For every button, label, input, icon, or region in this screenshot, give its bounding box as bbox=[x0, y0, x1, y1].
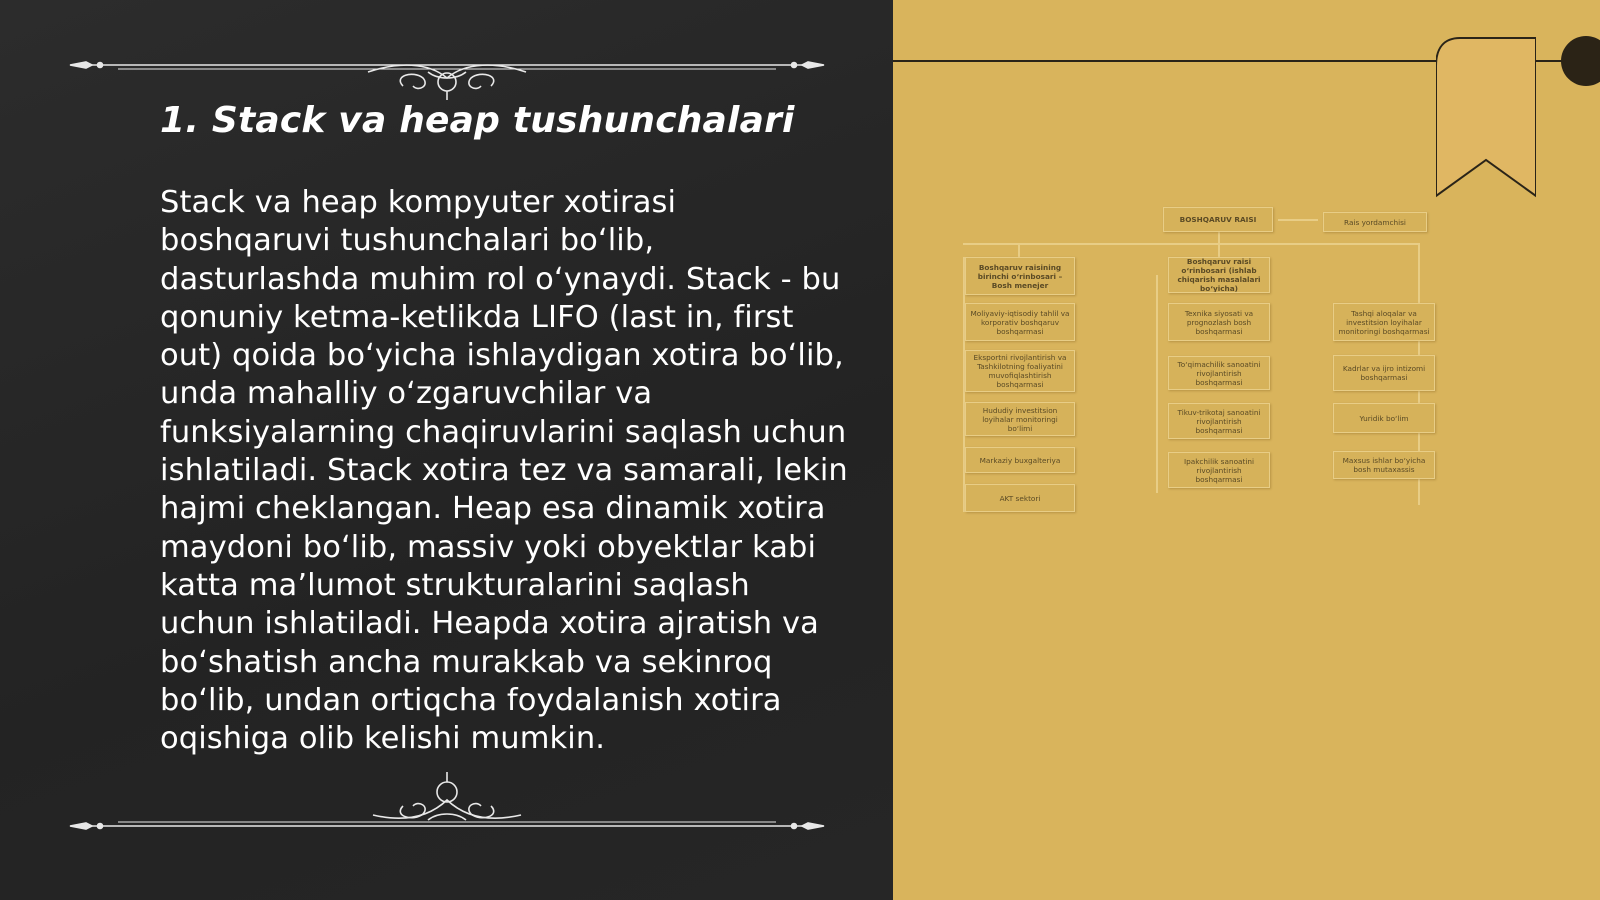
org-node-root: BOSHQARUV RAISI bbox=[1163, 207, 1273, 232]
org-node-col1-head: Boshqaruv raisining birinchi o‘rinbosari – Bosh menejer bbox=[965, 257, 1075, 295]
org-node: Ipakchilik sanoatini rivojlantirish boshqarmasi bbox=[1168, 452, 1270, 488]
org-node-root-aide: Rais yordamchisi bbox=[1323, 212, 1427, 232]
org-node: Hududiy investitsion loyihalar monitoringi bo‘limi bbox=[965, 402, 1075, 436]
org-node: Tashqi aloqalar va investitsion loyihalar monitoringi boshqarmasi bbox=[1333, 303, 1435, 341]
org-chart bbox=[893, 0, 1600, 900]
bottom-ornament-divider bbox=[68, 770, 826, 830]
org-node: Eksportni rivojlantirish va Tashkilotning foaliyatini muvofiqlashtirish boshqarmasi bbox=[965, 350, 1075, 392]
org-node: Maxsus ishlar bo‘yicha bosh mutaxassis bbox=[1333, 451, 1435, 479]
org-node: Texnika siyosati va prognozlash bosh boshqarmasi bbox=[1168, 303, 1270, 341]
org-node: Moliyaviy-iqtisodiy tahlil va korporativ boshqaruv boshqarmasi bbox=[965, 303, 1075, 341]
image-panel bbox=[893, 0, 1600, 900]
slide-body-text: Stack va heap kompyuter xotirasi boshqaruvi tushunchalari bo‘lib, dasturlashda muhim rol o‘ynaydi. Stack - bu qonuniy ketma-ketlikda LIFO (last in, first out) qoida bo‘yicha ishlaydigan xotira bo‘lib, unda mahalliy o‘zgaruvchilar va funksiyalarning chaqiruvlarini saqlash uchun ishlatiladi. Stack xotira tez va samarali, lekin hajmi cheklangan. Heap esa dinamik xotira maydoni bo‘lib, massiv yoki obyektlar kabi katta ma’lumot strukturalarini saqlash uchun ishlatiladi. Heapda xotira ajratish va bo‘shatish ancha murakkab va sekinroq bo‘lib, undan ortiqcha foydalanish xotira oqishiga olib kelishi mumkin. bbox=[160, 185, 848, 757]
org-node: Markaziy buxgalteriya bbox=[965, 447, 1075, 473]
org-node-col2-head: Boshqaruv raisi o‘rinbosari (ishlab chiqarish masalalari bo‘yicha) bbox=[1168, 257, 1270, 293]
org-node: Tikuv-trikotaj sanoatini rivojlantirish boshqarmasi bbox=[1168, 403, 1270, 439]
slide-title: 1. Stack va heap tushunchalari bbox=[160, 100, 795, 141]
org-node: AKT sektori bbox=[965, 484, 1075, 512]
org-node: Kadrlar va ijro intizomi boshqarmasi bbox=[1333, 355, 1435, 391]
org-node: Yuridik bo‘lim bbox=[1333, 403, 1435, 433]
top-ornament-divider bbox=[68, 42, 826, 102]
org-node: To‘qimachilik sanoatini rivojlantirish boshqarmasi bbox=[1168, 356, 1270, 390]
